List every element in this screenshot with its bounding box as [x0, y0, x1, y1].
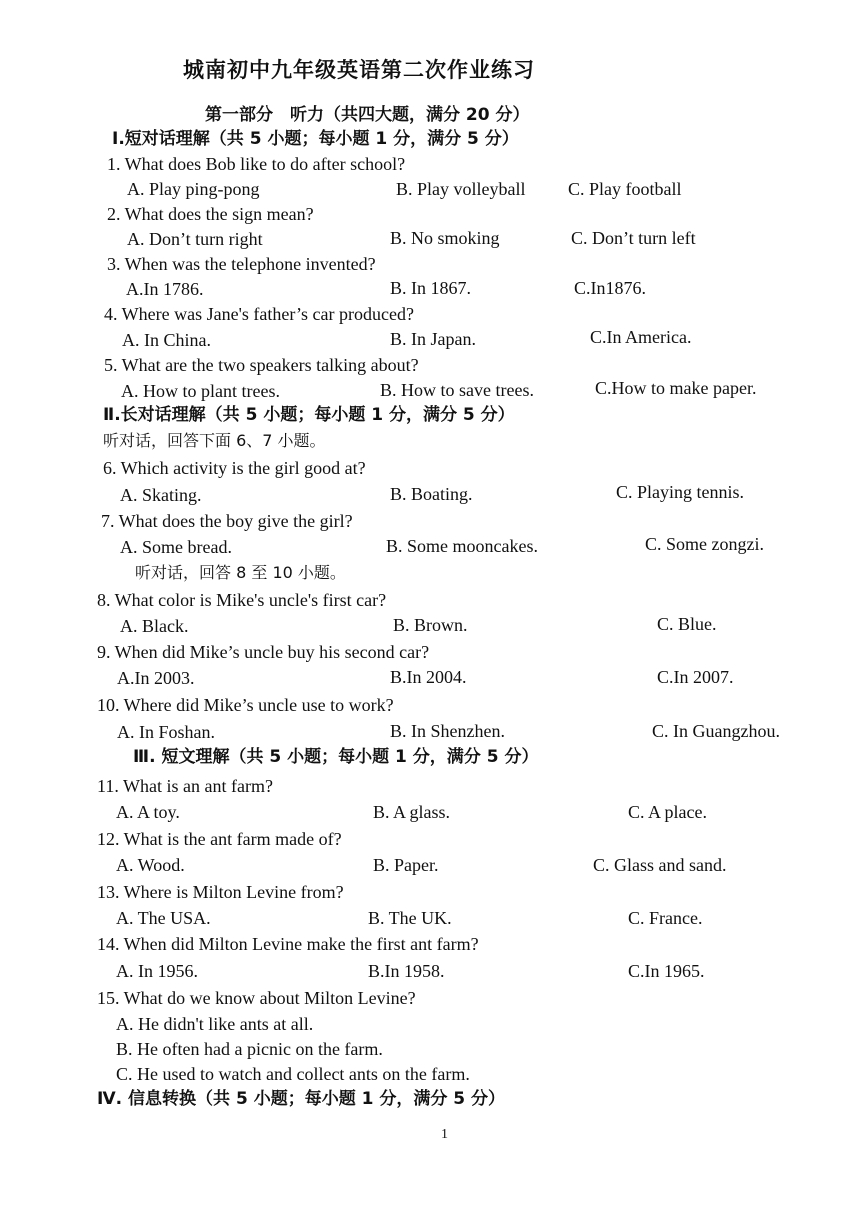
q11-option-b: B. A glass.: [373, 802, 451, 822]
question-14: 14. When did Milton Levine make the first ant farm?: [97, 934, 479, 954]
q3-option-b: B. In 1867.: [390, 278, 471, 298]
q13-option-c: C. France.: [628, 908, 703, 928]
question-5: 5. What are the two speakers talking about?: [104, 355, 419, 375]
q10-option-b: B. In Shenzhen.: [390, 721, 505, 741]
section-header-2: Ⅱ.长对话理解（共 5 小题；每小题 1 分，满分 5 分）: [103, 405, 515, 425]
q5-option-b: B. How to save trees.: [380, 380, 534, 400]
q9-option-b: B.In 2004.: [390, 667, 467, 687]
q12-option-b: B. Paper.: [373, 855, 439, 875]
question-11: 11. What is an ant farm?: [97, 776, 273, 796]
instruction-1: 听对话，回答下面 6、7 小题。: [103, 431, 326, 450]
q3-option-a: A.In 1786.: [126, 279, 204, 299]
q8-option-a: A. Black.: [120, 616, 189, 636]
q15-option-b: B. He often had a picnic on the farm.: [116, 1039, 383, 1059]
q12-option-a: A. Wood.: [116, 855, 185, 875]
q12-option-c: C. Glass and sand.: [593, 855, 727, 875]
q4-option-a: A. In China.: [122, 330, 211, 350]
q14-option-c: C.In 1965.: [628, 961, 705, 981]
q4-option-c: C.In America.: [590, 327, 692, 347]
q9-option-c: C.In 2007.: [657, 667, 734, 687]
q10-option-a: A. In Foshan.: [117, 722, 215, 742]
question-12: 12. What is the ant farm made of?: [97, 829, 342, 849]
question-9: 9. When did Mike’s uncle buy his second car?: [97, 642, 430, 662]
q13-option-a: A. The USA.: [116, 908, 211, 928]
q6-option-c: C. Playing tennis.: [616, 482, 745, 502]
question-10: 10. Where did Mike’s uncle use to work?: [97, 695, 394, 715]
q7-option-c: C. Some zongzi.: [645, 534, 764, 554]
question-6: 6. Which activity is the girl good at?: [103, 458, 366, 478]
section-header-1: Ⅰ.短对话理解（共 5 小题；每小题 1 分，满分 5 分）: [112, 129, 519, 149]
exam-title: 城南初中九年级英语第二次作业练习: [183, 58, 535, 82]
q6-option-b: B. Boating.: [390, 484, 473, 504]
question-4: 4. Where was Jane's father’s car produced?: [104, 304, 414, 324]
q8-option-b: B. Brown.: [393, 615, 468, 635]
q11-option-a: A. A toy.: [116, 802, 180, 822]
question-3: 3. When was the telephone invented?: [107, 254, 376, 274]
q7-option-a: A. Some bread.: [120, 537, 232, 557]
question-8: 8. What color is Mike's uncle's first car?: [97, 590, 387, 610]
q6-option-a: A. Skating.: [120, 485, 202, 505]
instruction-2: 听对话，回答 8 至 10 小题。: [135, 563, 346, 582]
q11-option-c: C. A place.: [628, 802, 707, 822]
q14-option-a: A. In 1956.: [116, 961, 198, 981]
q7-option-b: B. Some mooncakes.: [386, 536, 538, 556]
q1-option-a: A. Play ping-pong: [127, 179, 260, 199]
section-header-3: Ⅲ. 短文理解（共 5 小题；每小题 1 分，满分 5 分）: [133, 747, 539, 767]
q2-option-c: C. Don’t turn left: [571, 228, 696, 248]
q15-option-a: A. He didn't like ants at all.: [116, 1014, 314, 1034]
q8-option-c: C. Blue.: [657, 614, 717, 634]
q3-option-c: C.In1876.: [574, 278, 646, 298]
q2-option-b: B. No smoking: [390, 228, 500, 248]
q14-option-b: B.In 1958.: [368, 961, 445, 981]
part-header: 第一部分 听力（共四大题，满分 20 分）: [205, 105, 530, 125]
question-7: 7. What does the boy give the girl?: [101, 511, 353, 531]
q4-option-b: B. In Japan.: [390, 329, 476, 349]
question-15: 15. What do we know about Milton Levine?: [97, 988, 416, 1008]
q13-option-b: B. The UK.: [368, 908, 452, 928]
q10-option-c: C. In Guangzhou.: [652, 721, 780, 741]
q1-option-b: B. Play volleyball: [396, 179, 526, 199]
q15-option-c: C. He used to watch and collect ants on the farm.: [116, 1064, 470, 1084]
page-number: 1: [441, 1127, 448, 1142]
q2-option-a: A. Don’t turn right: [127, 229, 263, 249]
q5-option-a: A. How to plant trees.: [121, 381, 280, 401]
q5-option-c: C.How to make paper.: [595, 378, 757, 398]
question-1: 1. What does Bob like to do after school?: [107, 154, 406, 174]
section-header-4: Ⅳ. 信息转换（共 5 小题；每小题 1 分，满分 5 分）: [97, 1089, 506, 1109]
question-2: 2. What does the sign mean?: [107, 204, 314, 224]
question-13: 13. Where is Milton Levine from?: [97, 882, 344, 902]
q1-option-c: C. Play football: [568, 179, 682, 199]
q9-option-a: A.In 2003.: [117, 668, 195, 688]
